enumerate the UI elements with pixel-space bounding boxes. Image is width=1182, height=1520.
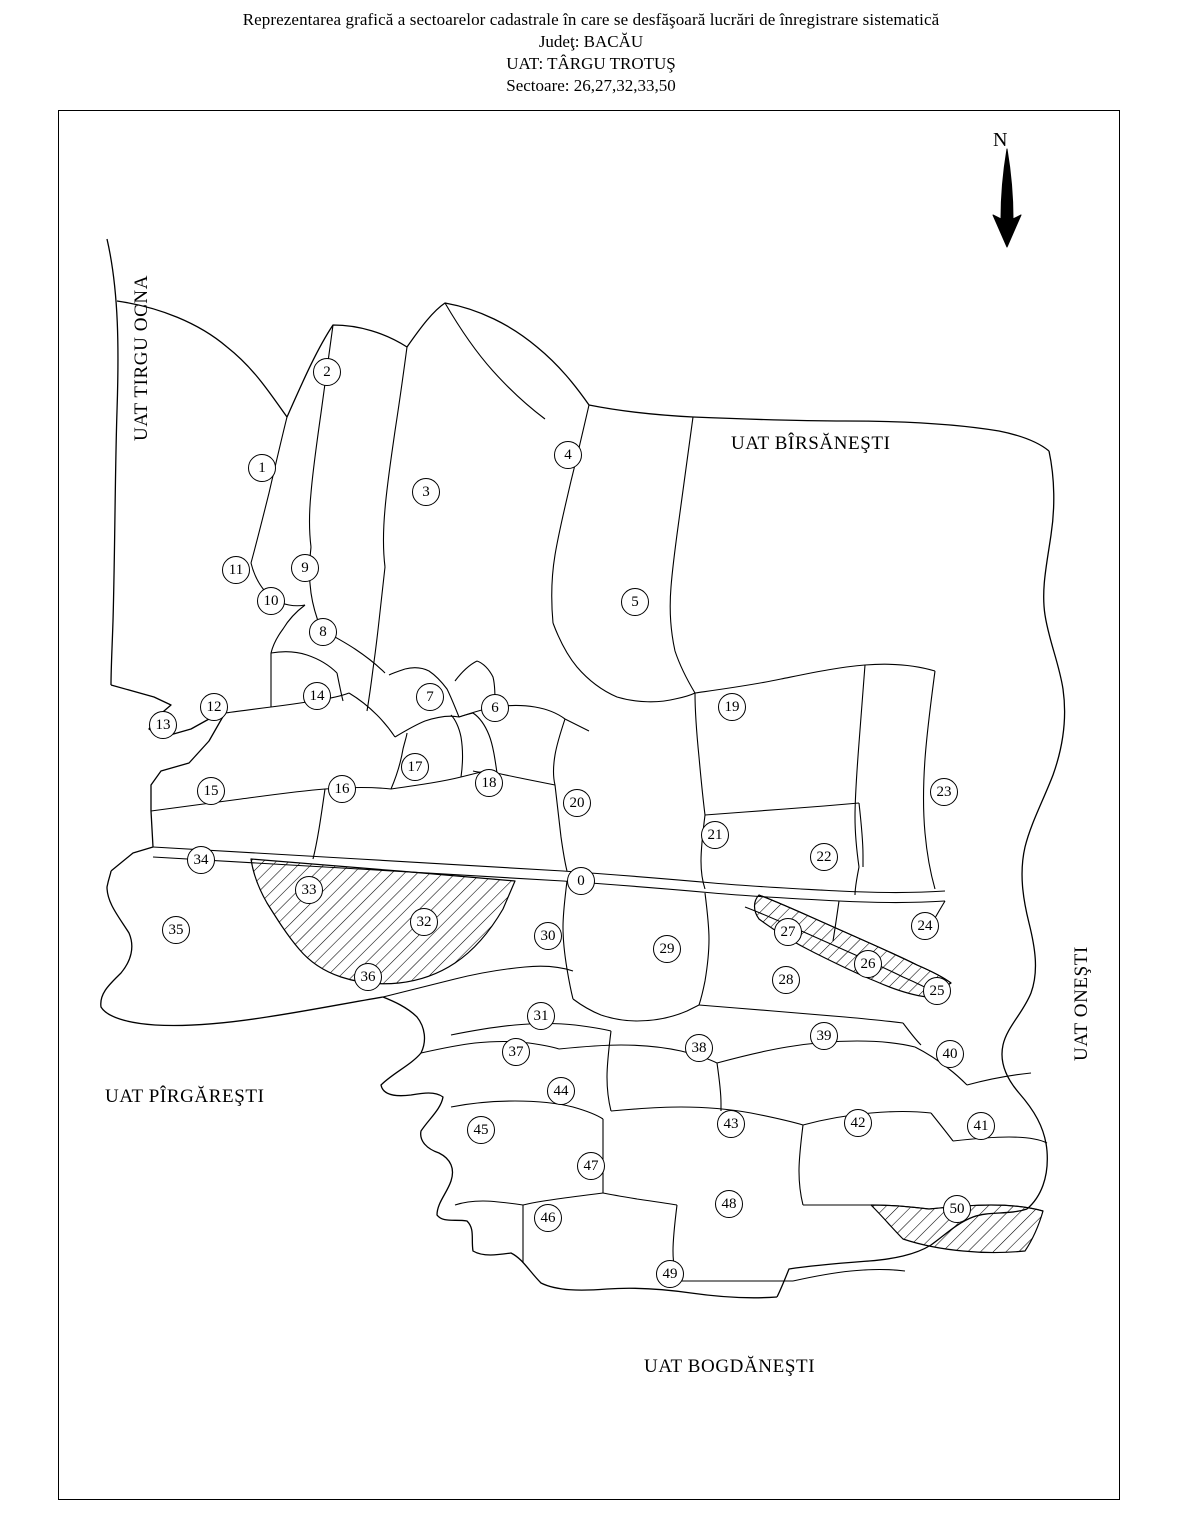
sectors-line: Sectoare: 26,27,32,33,50 bbox=[506, 76, 676, 95]
sector-label-23[interactable]: 23 bbox=[930, 778, 958, 806]
sector-label-4[interactable]: 4 bbox=[554, 441, 582, 469]
sector-label-26[interactable]: 26 bbox=[854, 950, 882, 978]
sector-label-36[interactable]: 36 bbox=[354, 963, 382, 991]
sector-label-22[interactable]: 22 bbox=[810, 843, 838, 871]
neighbor-uat-onesti: UAT ONEŞTI bbox=[1071, 946, 1092, 1061]
sector-label-43[interactable]: 43 bbox=[717, 1110, 745, 1138]
neighbor-uat-birsanesti: UAT BÎRSĂNEŞTI bbox=[731, 433, 891, 454]
sector-label-41[interactable]: 41 bbox=[967, 1112, 995, 1140]
sector-label-24[interactable]: 24 bbox=[911, 912, 939, 940]
sector-label-14[interactable]: 14 bbox=[303, 682, 331, 710]
sector-label-37[interactable]: 37 bbox=[502, 1038, 530, 1066]
sector-label-45[interactable]: 45 bbox=[467, 1116, 495, 1144]
sector-label-32[interactable]: 32 bbox=[410, 908, 438, 936]
sector-label-20[interactable]: 20 bbox=[563, 789, 591, 817]
sector-label-1[interactable]: 1 bbox=[248, 454, 276, 482]
sector-label-47[interactable]: 47 bbox=[577, 1152, 605, 1180]
neighbor-uat-bogdanesti: UAT BOGDĂNEŞTI bbox=[644, 1356, 816, 1377]
administrative-boundaries bbox=[99, 149, 1069, 1483]
sector-label-6[interactable]: 6 bbox=[481, 694, 509, 722]
sector-label-31[interactable]: 31 bbox=[527, 1002, 555, 1030]
sector-label-3[interactable]: 3 bbox=[412, 478, 440, 506]
county-line: Judeţ: BACĂU bbox=[538, 32, 644, 51]
sector-label-2[interactable]: 2 bbox=[313, 358, 341, 386]
sector-label-42[interactable]: 42 bbox=[844, 1109, 872, 1137]
sector-label-48[interactable]: 48 bbox=[715, 1190, 743, 1218]
sector-label-7[interactable]: 7 bbox=[416, 683, 444, 711]
sector-label-50[interactable]: 50 bbox=[943, 1195, 971, 1223]
sector-label-16[interactable]: 16 bbox=[328, 775, 356, 803]
sector-label-10[interactable]: 10 bbox=[257, 587, 285, 615]
sector-label-12[interactable]: 12 bbox=[200, 693, 228, 721]
sector-label-27[interactable]: 27 bbox=[774, 918, 802, 946]
sector-label-17[interactable]: 17 bbox=[401, 753, 429, 781]
sector-label-30[interactable]: 30 bbox=[534, 922, 562, 950]
sector-label-8[interactable]: 8 bbox=[309, 618, 337, 646]
sector-label-19[interactable]: 19 bbox=[718, 693, 746, 721]
sector-label-5[interactable]: 5 bbox=[621, 588, 649, 616]
sector-label-46[interactable]: 46 bbox=[534, 1204, 562, 1232]
title-block bbox=[0, 0, 1182, 96]
sector-label-33[interactable]: 33 bbox=[295, 876, 323, 904]
sector-label-11[interactable]: 11 bbox=[222, 556, 250, 584]
sector-label-38[interactable]: 38 bbox=[685, 1034, 713, 1062]
sector-label-29[interactable]: 29 bbox=[653, 935, 681, 963]
sector-label-40[interactable]: 40 bbox=[936, 1040, 964, 1068]
sector-label-25[interactable]: 25 bbox=[923, 977, 951, 1005]
map-title: Reprezentarea grafică a sectoarelor cadastrale în care se desfăşoară lucrări de înregistrare sistematică bbox=[242, 10, 940, 29]
sector-label-44[interactable]: 44 bbox=[547, 1077, 575, 1105]
sector-label-34[interactable]: 34 bbox=[187, 846, 215, 874]
north-label: N bbox=[993, 129, 1008, 151]
sector-label-21[interactable]: 21 bbox=[701, 821, 729, 849]
neighbor-uat-pirgaresti: UAT PÎRGĂREŞTI bbox=[105, 1086, 265, 1107]
neighbor-uat-tirgu-ocna: UAT TIRGU OCNA bbox=[131, 274, 152, 441]
sector-label-0[interactable]: 0 bbox=[567, 867, 595, 895]
sector-label-35[interactable]: 35 bbox=[162, 916, 190, 944]
sector-label-49[interactable]: 49 bbox=[656, 1260, 684, 1288]
sector-label-13[interactable]: 13 bbox=[149, 711, 177, 739]
map-frame bbox=[58, 110, 1120, 1500]
sector-label-39[interactable]: 39 bbox=[810, 1022, 838, 1050]
north-arrow-icon bbox=[993, 149, 1021, 247]
sector-label-28[interactable]: 28 bbox=[772, 966, 800, 994]
sector-label-18[interactable]: 18 bbox=[475, 769, 503, 797]
uat-line: UAT: TÂRGU TROTUŞ bbox=[506, 54, 676, 73]
sector-label-9[interactable]: 9 bbox=[291, 554, 319, 582]
sector-label-15[interactable]: 15 bbox=[197, 777, 225, 805]
